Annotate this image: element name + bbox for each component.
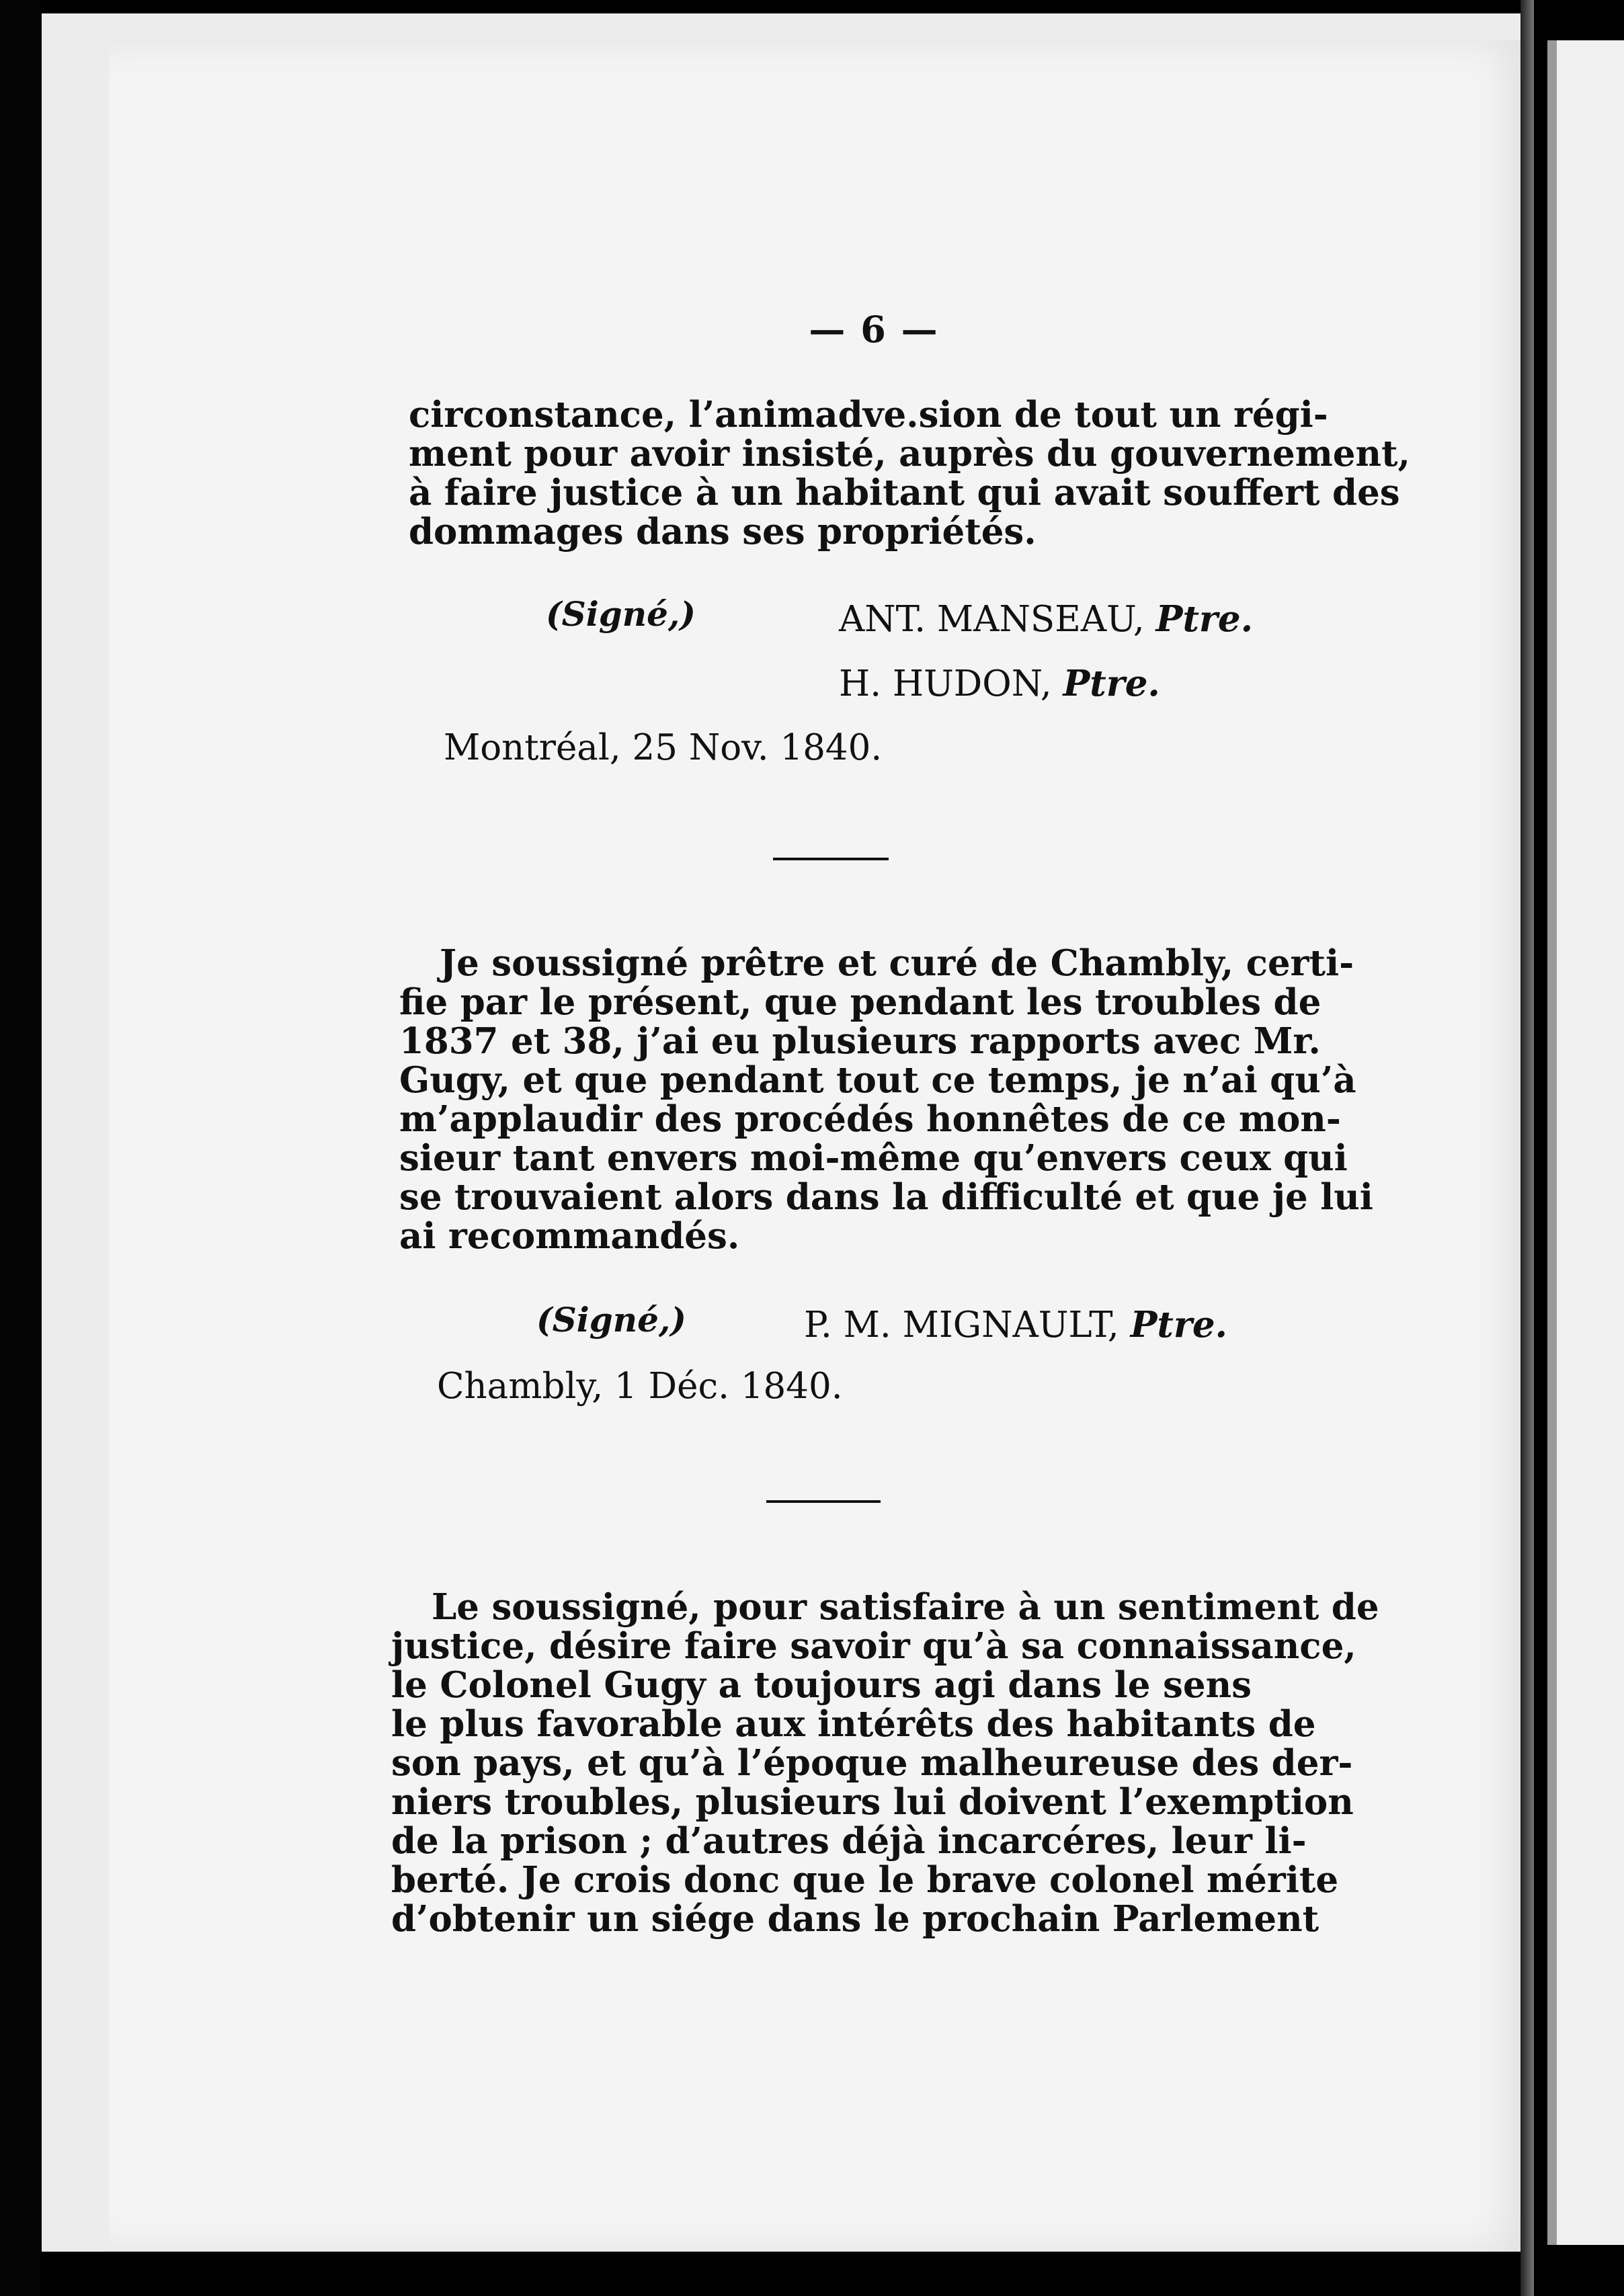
scan-border-left	[0, 0, 40, 2296]
text-line: ai recommandés.	[399, 1215, 740, 1257]
text-line: 1837 et 38, j’ai eu plusieurs rapports avec Mr.	[399, 1020, 1321, 1062]
text-line: ment pour avoir insisté, auprès du gouvernement,	[409, 433, 1410, 475]
page-number: — 6 —	[809, 308, 939, 351]
signature-name-text: P. M. MIGNAULT,	[804, 1305, 1131, 1346]
text-line: de la prison ; d’autres déjà incarcéres, leur li-	[391, 1820, 1307, 1862]
paragraph-2	[399, 942, 1373, 1257]
text-line: le plus favorable aux intérêts des habitants de	[391, 1703, 1316, 1745]
paragraph-1	[409, 394, 1410, 552]
text-line: Je soussigné prêtre et curé de Chambly, certi-	[440, 942, 1354, 984]
section-divider	[766, 1500, 881, 1503]
signature-name	[839, 598, 1253, 640]
place-date: Montréal, 25 Nov. 1840.	[444, 727, 883, 768]
text-line: Le soussigné, pour satisfaire à un sentiment de	[432, 1586, 1379, 1628]
text-line: son pays, et qu’à l’époque malheureuse des der-	[391, 1742, 1353, 1784]
text-line: se trouvaient alors dans la difficulté et que je lui	[399, 1176, 1373, 1218]
text-line: niers troubles, plusieurs lui doivent l’exemption	[391, 1781, 1354, 1823]
signature-title: Ptre.	[1155, 598, 1254, 640]
signature-title: Ptre.	[1063, 663, 1160, 704]
text-line: fie par le présent, que pendant les troubles de	[399, 981, 1322, 1023]
text-line: dommages dans ses propriétés.	[409, 511, 1037, 552]
signature-label: (Signé,)	[536, 1300, 686, 1340]
binding-shadow	[1520, 0, 1534, 2296]
paragraph-3	[391, 1586, 1379, 1940]
signature-name	[839, 663, 1160, 704]
signature-name	[804, 1304, 1227, 1346]
adjacent-page-edge	[1547, 40, 1624, 2245]
text-line: d’obtenir un siége dans le prochain Parlement	[391, 1898, 1320, 1940]
text-line: à faire justice à un habitant qui avait souffert des	[409, 472, 1400, 514]
signature-label: (Signé,)	[546, 594, 696, 634]
place-date: Chambly, 1 Déc. 1840.	[437, 1366, 843, 1407]
text-line: m’applaudir des procédés honnêtes de ce mon-	[399, 1098, 1341, 1140]
text-line: le Colonel Gugy a toujours agi dans le sens	[391, 1664, 1252, 1706]
text-line: Gugy, et que pendant tout ce temps, je n’ai qu’à	[399, 1059, 1356, 1101]
text-line: justice, désire faire savoir qu’à sa connaissance,	[391, 1625, 1356, 1667]
text-line: sieur tant envers moi-même qu’envers ceux qui	[399, 1137, 1348, 1179]
signature-name-text: H. HUDON,	[839, 663, 1063, 704]
signature-name-text: ANT. MANSEAU,	[839, 599, 1156, 640]
text-line: berté. Je crois donc que le brave colonel mérite	[391, 1859, 1339, 1901]
scan-border-right	[1520, 0, 1624, 2296]
section-divider	[773, 858, 889, 860]
text-line: circonstance, l’animadve.sion de tout un régi-	[409, 394, 1328, 436]
signature-title: Ptre.	[1130, 1304, 1228, 1346]
